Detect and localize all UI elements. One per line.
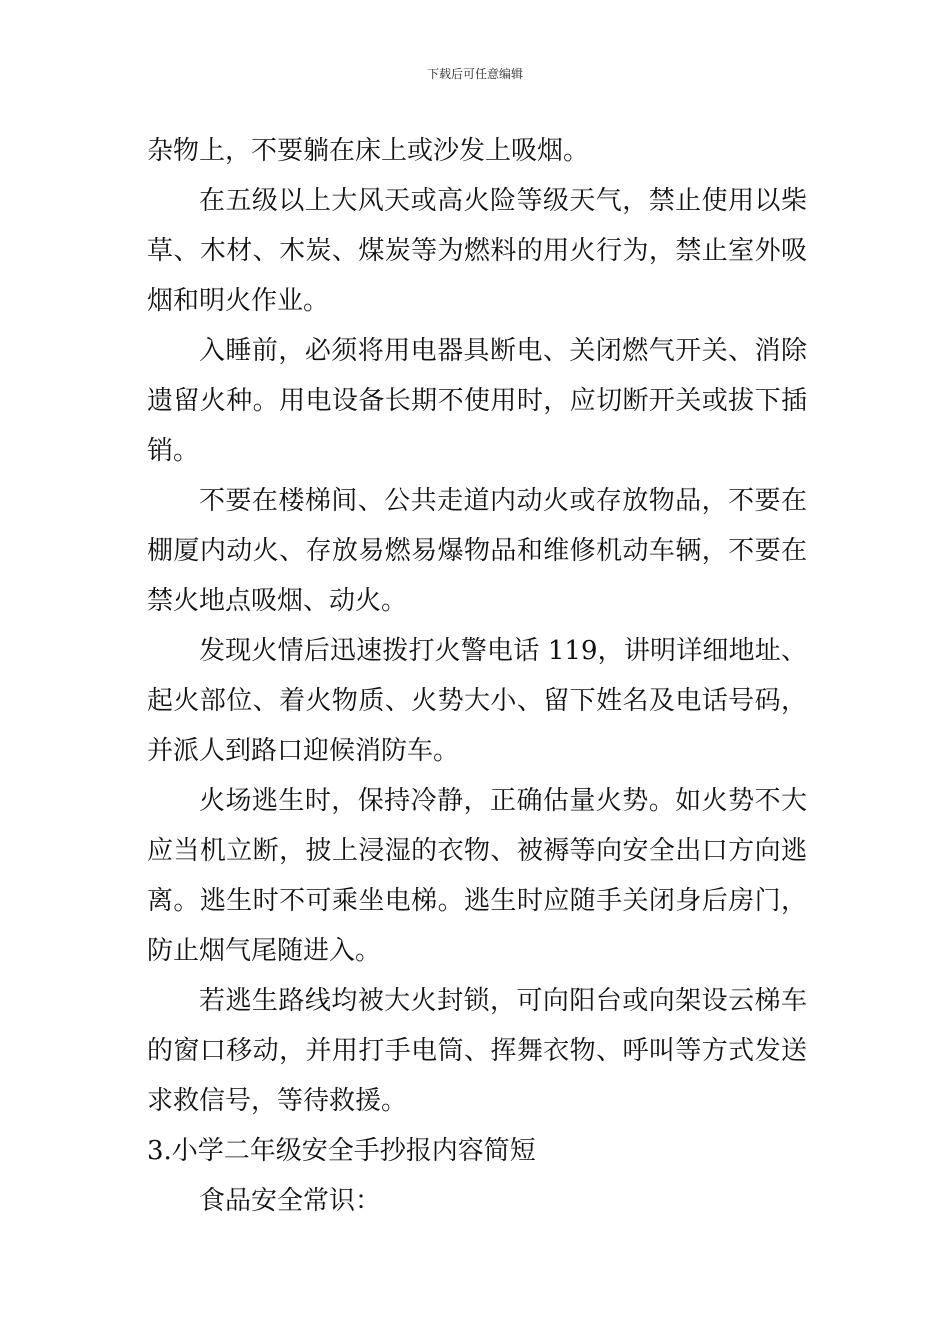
paragraph-escape: 火场逃生时，保持冷静，正确估量火势。如火势不大应当机立断，披上浸湿的衣物、被褥等向安全出口方向逃离。逃生时不可乘坐电梯。逃生时应随手关闭身后房门，防止烟气尾随进入。 xyxy=(147,786,807,966)
paragraph-before-sleep: 入睡前，必须将用电器具断电、关闭燃气开关、消除遗留火种。用电设备长期不使用时，应切断开关或拔下插销。 xyxy=(147,336,807,466)
paragraph-report-fire: 发现火情后迅速拨打火警电话 119，讲明详细地址、起火部位、着火物质、火势大小、留下姓名及电话号码，并派人到路口迎候消防车。 xyxy=(147,636,807,766)
section-heading: 3.小学二年级安全手抄报内容简短 xyxy=(147,1136,536,1166)
document-body xyxy=(147,126,807,1226)
paragraph-continuation: 杂物上，不要躺在床上或沙发上吸烟。 xyxy=(147,136,590,166)
paragraph-windy-weather: 在五级以上大风天或高火险等级天气，禁止使用以柴草、木材、木炭、煤炭等为燃料的用火行为，禁止室外吸烟和明火作业。 xyxy=(147,186,807,316)
sub-heading: 食品安全常识： xyxy=(199,1186,382,1216)
page-header-note: 下载后可任意编辑 xyxy=(426,67,523,81)
paragraph-blocked-route: 若逃生路线均被大火封锁，可向阳台或向架设云梯车的窗口移动，并用打手电筒、挥舞衣物、呼叫等方式发送求救信号，等待救援。 xyxy=(147,986,807,1116)
paragraph-stairwell: 不要在楼梯间、公共走道内动火或存放物品，不要在棚厦内动火、存放易燃易爆物品和维修机动车辆，不要在禁火地点吸烟、动火。 xyxy=(147,486,807,616)
